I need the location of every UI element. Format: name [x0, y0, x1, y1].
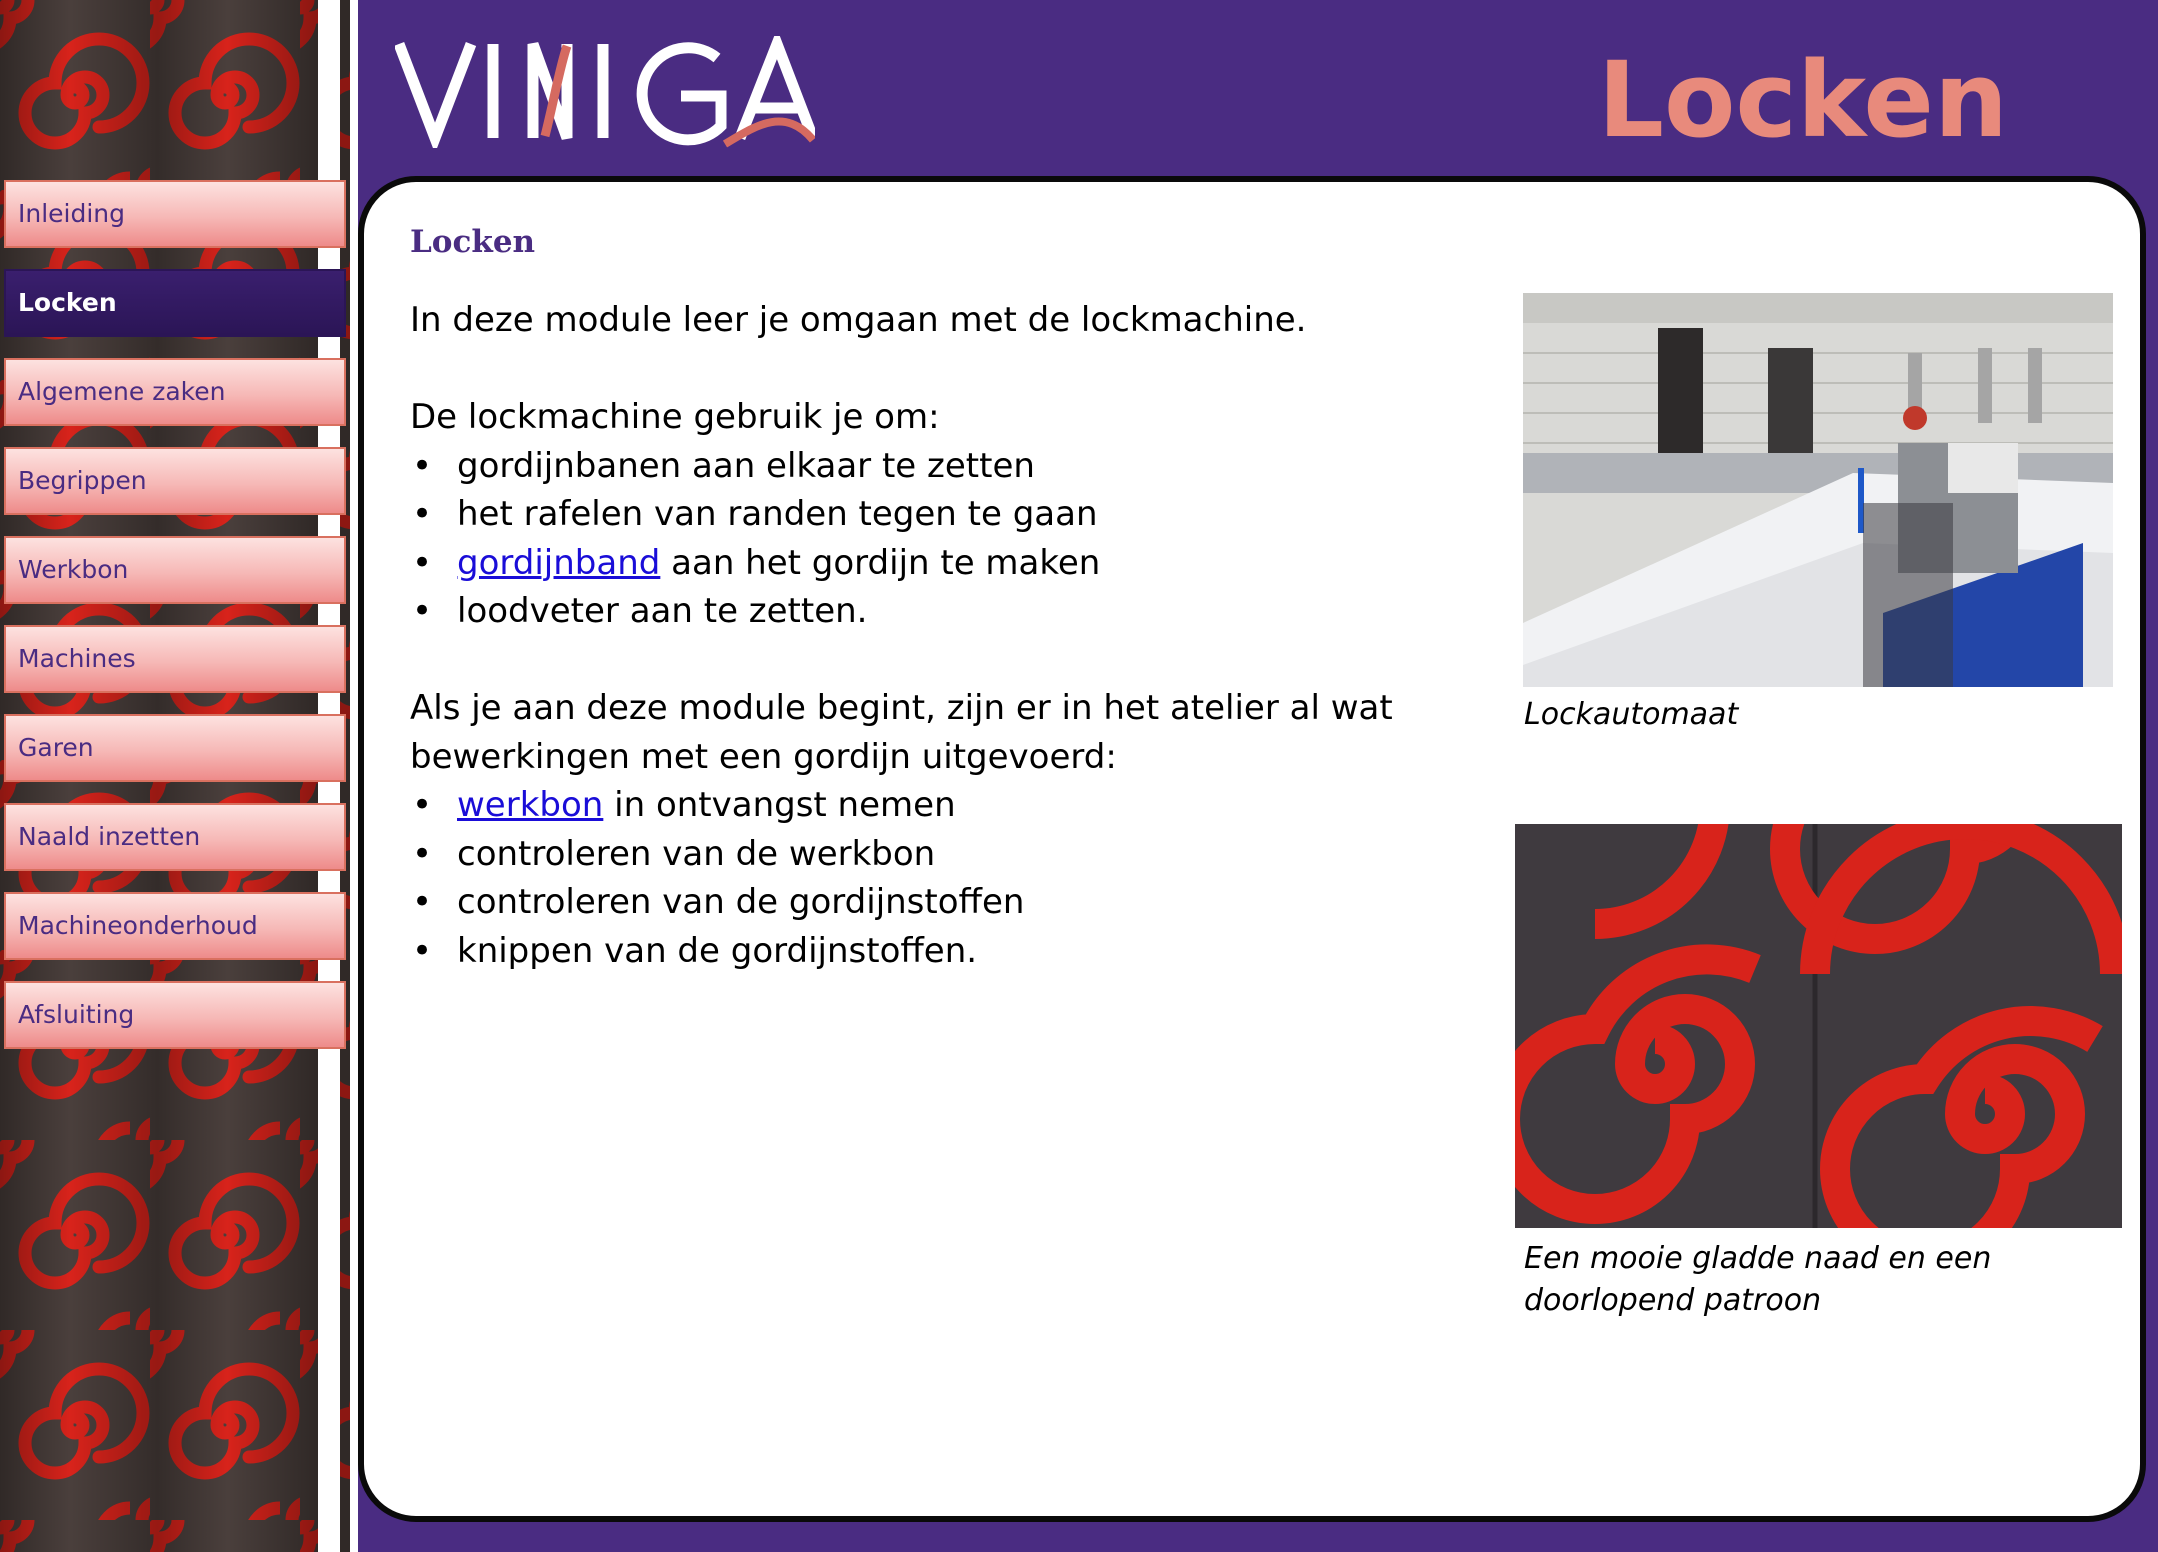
list-item: • loodveter aan te zetten. [410, 587, 1410, 636]
list-item [410, 539, 1410, 588]
sidebar-divider [350, 0, 358, 1552]
gordijnband-link[interactable]: gordijnband [457, 542, 661, 583]
werkbon-link[interactable]: werkbon [457, 785, 604, 825]
nav-item-inleiding[interactable]: Inleiding [4, 180, 346, 248]
content-title: Locken [410, 224, 536, 260]
nav-item-begrippen[interactable]: Begrippen [4, 447, 346, 515]
curtain-seam-caption: Een mooie gladde naad en een doorlopend patroon [1524, 1241, 1992, 1318]
list-item: • gordijnbanen aan elkaar te zetten [410, 442, 1410, 491]
list-item-text: in ontvangst nemen [603, 785, 956, 825]
nav-item-garen[interactable]: Garen [4, 714, 346, 782]
page-title: Locken [1597, 39, 2008, 161]
sidebar-nav [4, 180, 346, 1070]
nav-item-algemene-zaken[interactable]: Algemene zaken [4, 358, 346, 426]
uses-heading: De lockmachine gebruik je om: [410, 397, 940, 437]
nav-item-machineonderhoud[interactable]: Machineonderhoud [4, 892, 346, 960]
nav-item-naald-inzetten[interactable]: Naald inzetten [4, 803, 346, 871]
lockautomaat-photo [1523, 293, 2113, 687]
list-item: • controleren van de werkbon [410, 830, 1410, 879]
prior-heading: Als je aan deze module begint, zijn er in het atelier al wat bewerkingen met een gordijn uitgevoerd: [410, 688, 1393, 777]
list-item: • het rafelen van randen tegen te gaan [410, 490, 1410, 539]
nav-item-afsluiting[interactable]: Afsluiting [4, 981, 346, 1049]
content-text [410, 296, 1410, 975]
content-panel [358, 176, 2146, 1522]
list-item: • controleren van de gordijnstoffen [410, 878, 1410, 927]
list-item-text: aan het gordijn te maken [660, 542, 1101, 583]
vniga-logo [395, 36, 815, 148]
lockautomaat-caption: Lockautomaat [1524, 697, 1739, 732]
prior-list [410, 781, 1410, 975]
intro-paragraph: In deze module leer je omgaan met de lockmachine. [410, 300, 1307, 340]
uses-list [410, 442, 1410, 636]
curtain-seam-photo [1515, 824, 2122, 1228]
nav-item-locken[interactable]: Locken [4, 269, 346, 337]
nav-item-werkbon[interactable]: Werkbon [4, 536, 346, 604]
list-item [410, 781, 1410, 830]
nav-item-machines[interactable]: Machines [4, 625, 346, 693]
list-item: • knippen van de gordijnstoffen. [410, 927, 1410, 976]
